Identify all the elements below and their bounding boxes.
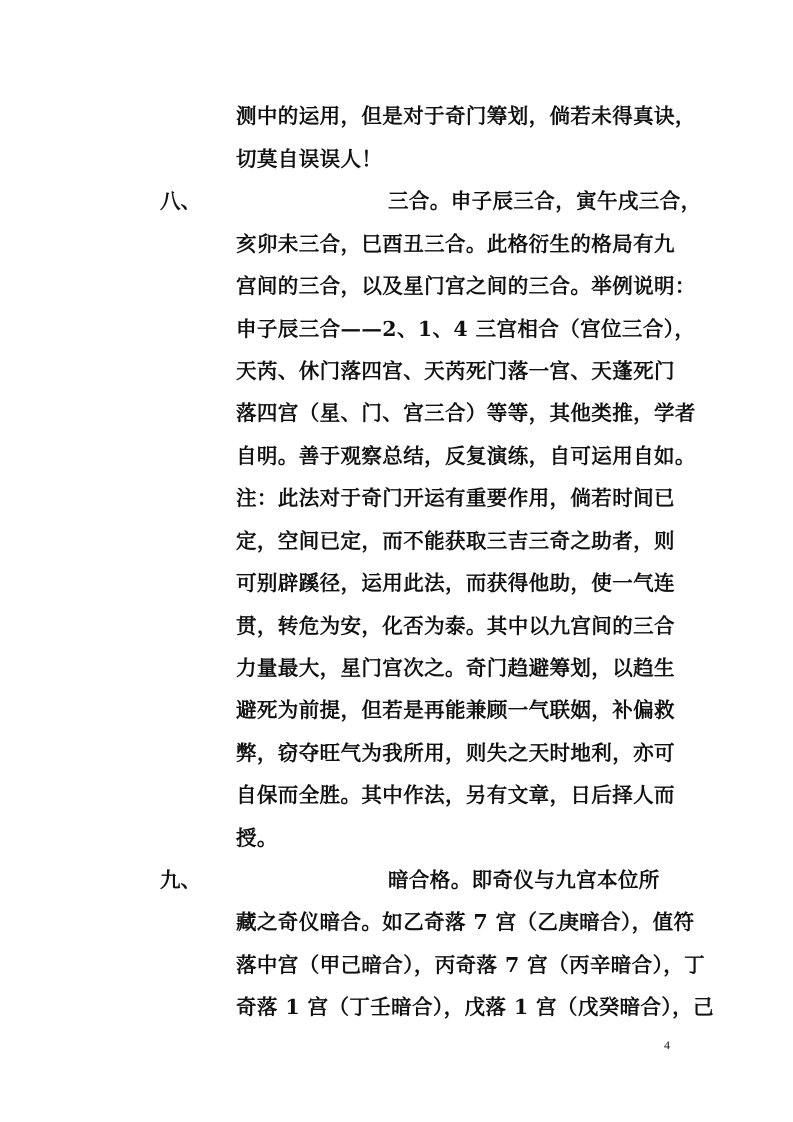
page-number: 4 [664, 1038, 670, 1052]
paragraph-line: 自明。善于观察总结，反复演练，自可运用自如。 [236, 444, 696, 468]
paragraph-line: 弊，窃夺旺气为我所用，则失之天时地利，亦可 [236, 741, 675, 765]
paragraph-line: 授。 [236, 826, 278, 850]
paragraph-line: 注：此法对于奇门开运有重要作用，倘若时间已 [236, 486, 675, 510]
paragraph-line: 力量最大，星门宫次之。奇门趋避筹划，以趋生 [236, 656, 675, 680]
paragraph-line: 测中的运用，但是对于奇门筹划，倘若未得真诀， [236, 104, 696, 128]
section-number: 九、 [160, 868, 201, 892]
paragraph-line: 宫间的三合，以及星门宫之间的三合。举例说明： [236, 274, 696, 298]
paragraph-line: 落四宫（星、门、宫三合）等等，其他类推，学者 [236, 401, 696, 425]
paragraph-line: 避死为前提，但若是再能兼顾一气联姻，补偏救 [236, 698, 675, 722]
paragraph-line: 亥卯未三合，巳酉丑三合。此格衍生的格局有九 [236, 232, 675, 256]
paragraph-line: 自保而全胜。其中作法，另有文章，日后择人而 [236, 783, 675, 807]
paragraph-line: 奇落 1 宫（丁壬暗合），戊落 1 宫（戊癸暗合），己 [236, 995, 714, 1019]
paragraph-line: 藏之奇仪暗合。如乙奇落 7 宫（乙庚暗合），值符 [236, 910, 695, 934]
paragraph-line: 定，空间已定，而不能获取三吉三奇之助者，则 [236, 529, 675, 553]
paragraph-line: 申子辰三合——2、1、4 三宫相合（宫位三合）， [236, 317, 696, 341]
paragraph-line: 切莫自误误人！ [236, 147, 383, 171]
section-number: 八、 [160, 189, 201, 213]
paragraph-line: 贯，转危为安，化否为泰。其中以九宫间的三合 [236, 614, 675, 638]
paragraph-line: 可别辟蹊径，运用此法，而获得他助，使一气连 [236, 571, 675, 595]
paragraph-line: 落中宫（甲己暗合），丙奇落 7 宫（丙辛暗合），丁 [236, 953, 706, 977]
paragraph-line: 天芮、休门落四宫、天芮死门落一宫、天蓬死门 [236, 359, 675, 383]
section-heading: 暗合格。即奇仪与九宫本位所 [388, 868, 660, 892]
section-heading: 三合。申子辰三合，寅午戌三合， [388, 189, 702, 213]
